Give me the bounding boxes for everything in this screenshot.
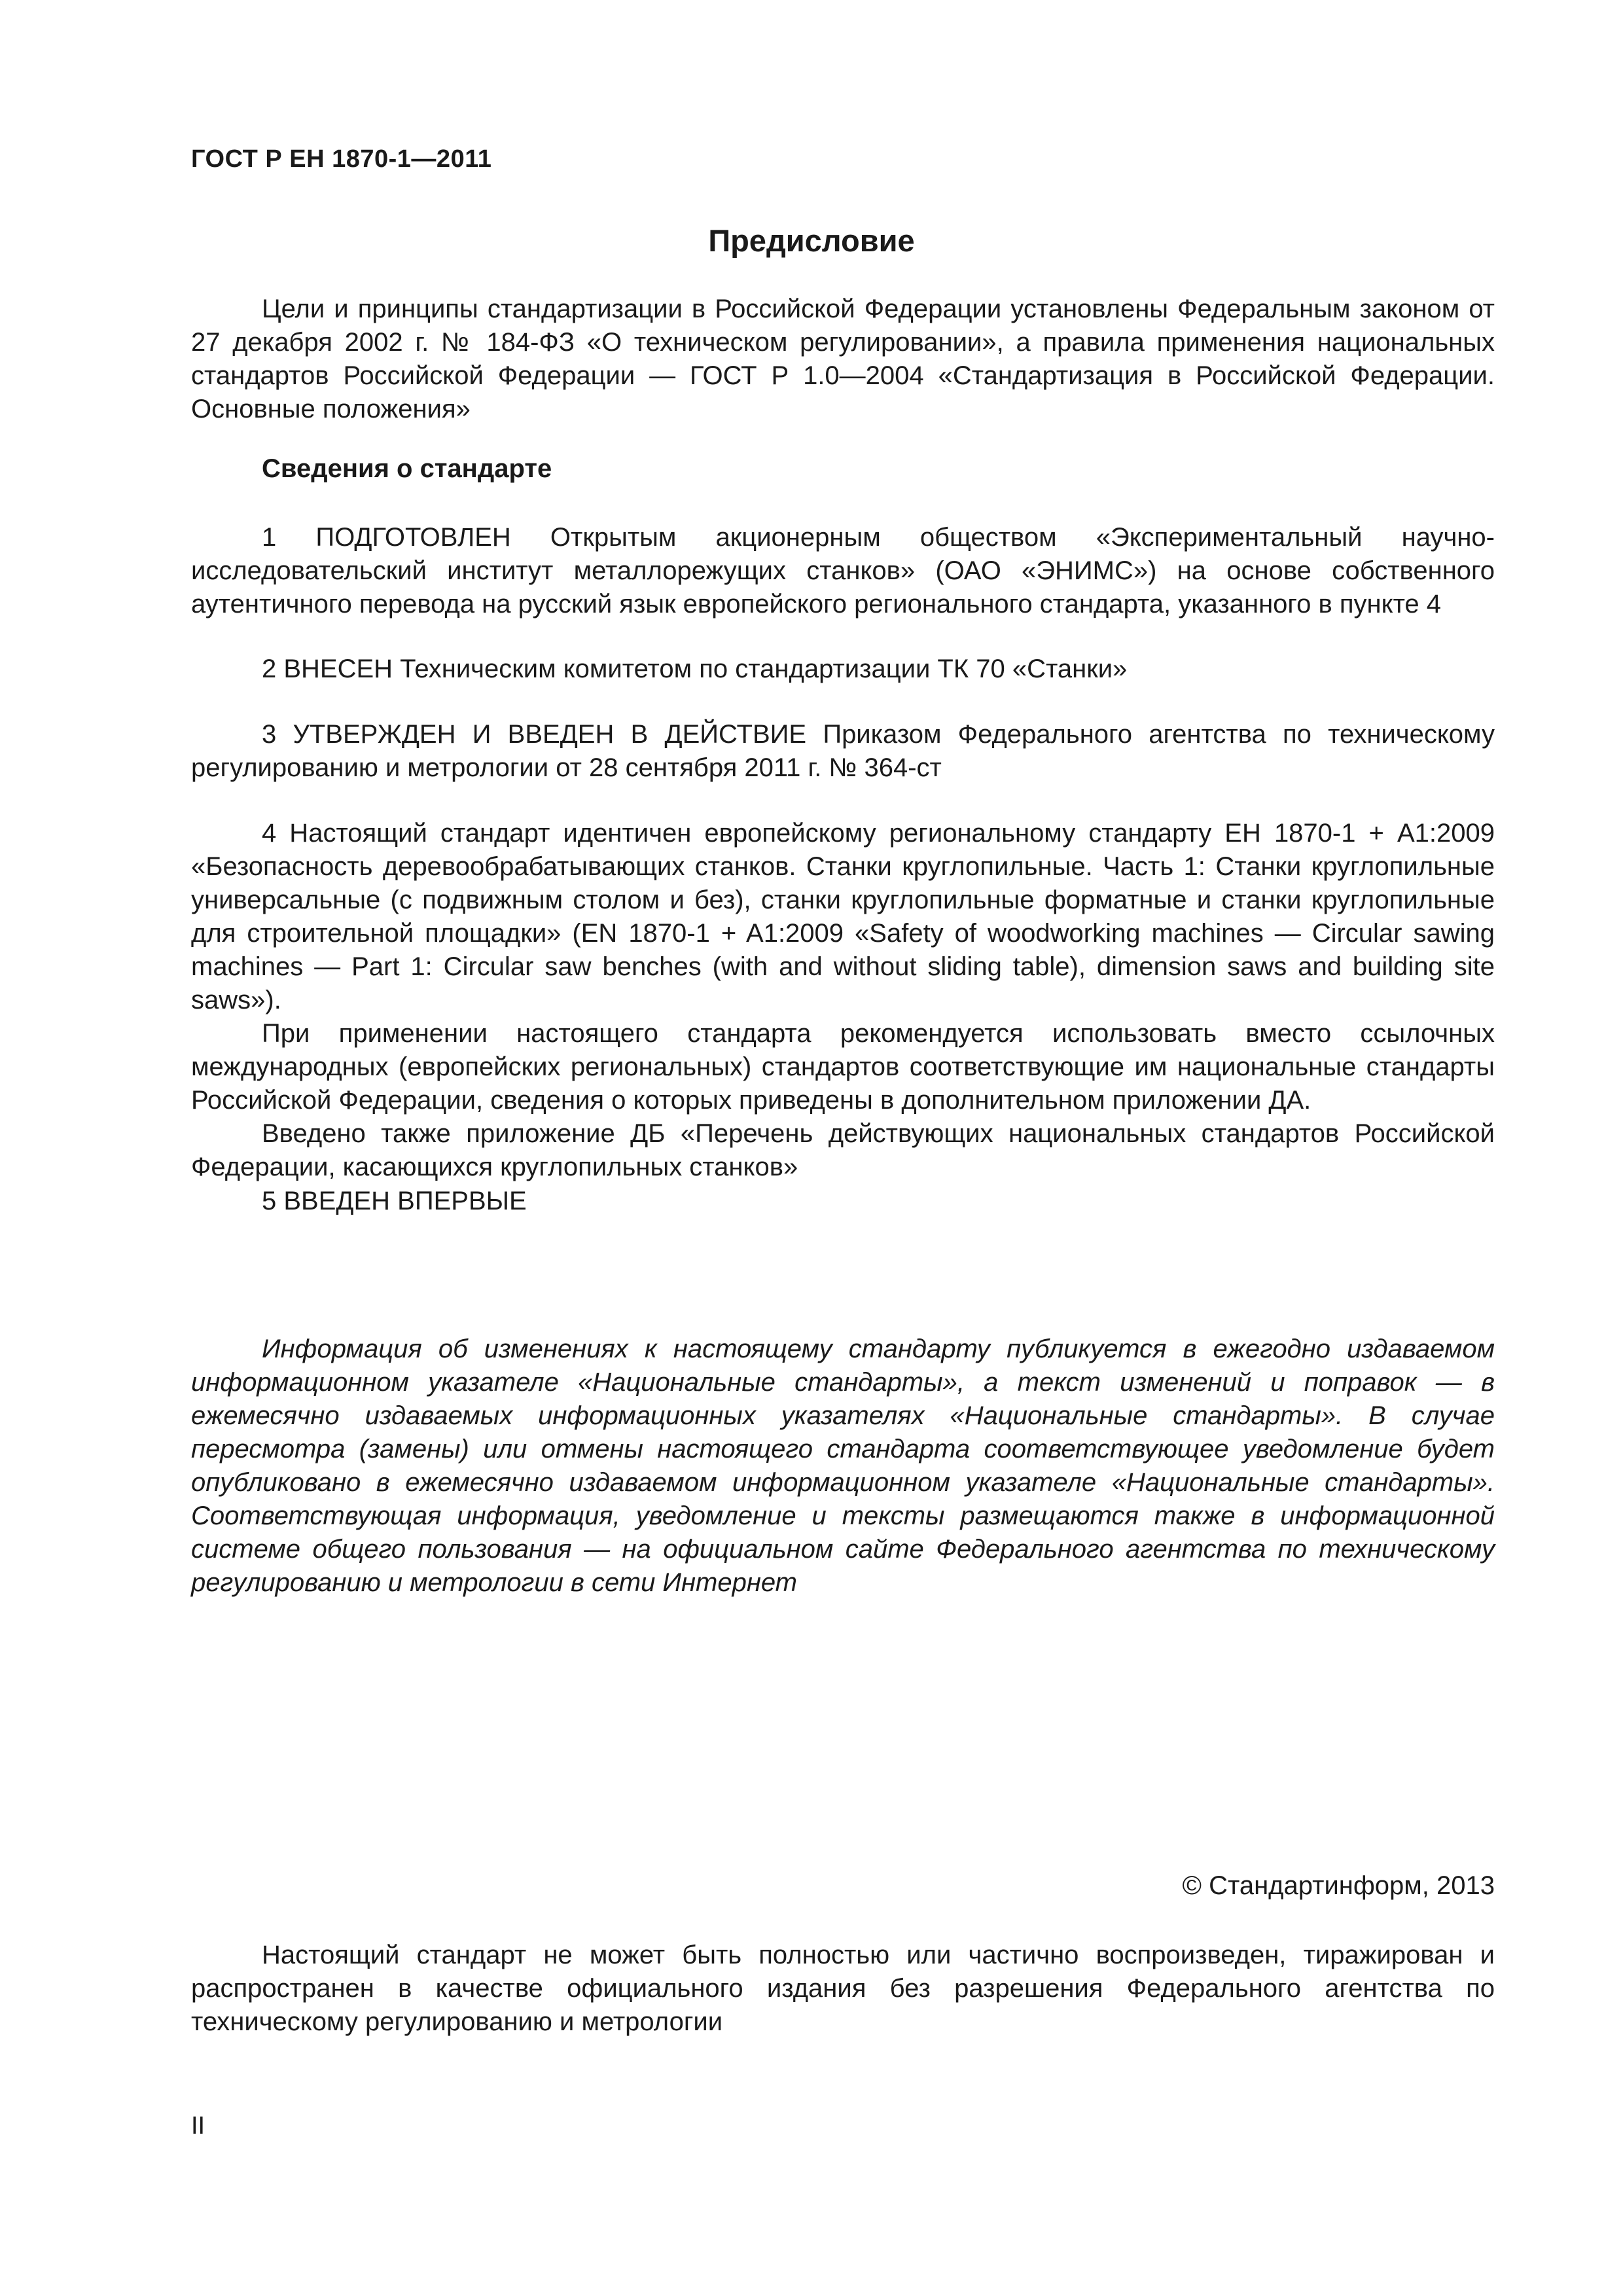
standard-code: ГОСТ Р ЕН 1870-1—2011 — [191, 145, 492, 173]
item-1-text: 1 ПОДГОТОВЛЕН Открытым акционерным обществом «Экспериментальный научно-исследовательский институт металлорежущих станков» (ОАО «ЭНИМС») на основе собственного аутентичного перевода на русский язык европейского регионального стандарта, указанного в пункте 4 — [191, 523, 1495, 619]
item-3 — [191, 718, 1495, 785]
reproduction-notice-text: Настоящий стандарт не может быть полностью или частично воспроизведен, тиражирован и распространен в качестве официального издания без разрешения Федерального агентства по техническому регулированию и метрологии — [191, 1941, 1495, 2036]
info-heading: Сведения о стандарте — [262, 454, 552, 483]
changes-notice — [191, 1333, 1495, 1600]
item-2 — [191, 653, 1495, 686]
copyright: © Стандартинформ, 2013 — [1182, 1871, 1495, 1900]
intro-paragraph — [191, 293, 1495, 426]
intro-text: Цели и принципы стандартизации в Российской Федерации установлены Федеральным законом от 27 декабря 2002 г. № 184-ФЗ «О техническом регулировании», а правила применения национальных стандартов Российской Федерации — ГОСТ Р 1.0—2004 «Стандартизация в Российской Федерации. Основные положения» — [191, 295, 1495, 423]
item-4-paragraph-2: При применении настоящего стандарта рекомендуется использовать вместо ссылочных международных (европейских региональных) стандартов соответствующие им национальные стандарты Российской Федерации, сведения о которых приведены в дополнительном приложении ДА. — [191, 1019, 1495, 1115]
item-4 — [191, 817, 1495, 1184]
item-2-text: 2 ВНЕСЕН Техническим комитетом по стандартизации ТК 70 «Станки» — [262, 655, 1128, 683]
page-number: II — [191, 2112, 205, 2140]
reproduction-notice — [191, 1939, 1495, 2039]
item-3-text: 3 УТВЕРЖДЕН И ВВЕДЕН В ДЕЙСТВИЕ Приказом Федерального агентства по техническому регулированию и метрологии от 28 сентября 2011 г. № 364-ст — [191, 720, 1495, 782]
item-1 — [191, 521, 1495, 621]
changes-notice-text: Информация об изменениях к настоящему стандарту публикуется в ежегодно издаваемом информационном указателе «Национальные стандарты», а текст изменений и поправок — в ежемесячно издаваемых информационных указателях «Национальные стандарты». В случае пересмотра (замены) или отмены настоящего стандарта соответствующее уведомление будет опубликовано в ежемесячно издаваемом информационном указателе «Национальные стандарты». Соответствующая информация, уведомление и тексты размещаются также в информационной системе общего пользования — на официальном сайте Федерального агентства по техническому регулированию и метрологии в сети Интернет — [191, 1335, 1495, 1597]
item-5-text: 5 ВВЕДЕН ВПЕРВЫЕ — [262, 1187, 527, 1215]
item-4-paragraph-3: Введено также приложение ДБ «Перечень действующих национальных стандартов Российской Федерации, касающихся круглопильных станков» — [191, 1119, 1495, 1181]
item-5 — [191, 1185, 1495, 1218]
item-4-text: 4 Настоящий стандарт идентичен европейскому региональному стандарту ЕН 1870-1 + А1:2009 «Безопасность деревообрабатывающих станков. Станки круглопильные. Часть 1: Станки круглопильные универсальные (с подвижным столом и без), станки круглопильные форматные и станки круглопильные для строительной площадки» (EN 1870-1 + A1:2009 «Safety of woodworking machines — Circular sawing machines — Part 1: Circular saw benches (with and without sliding table), dimension saws and building site saws»). — [191, 819, 1495, 1014]
page-title: Предисловие — [708, 223, 915, 258]
